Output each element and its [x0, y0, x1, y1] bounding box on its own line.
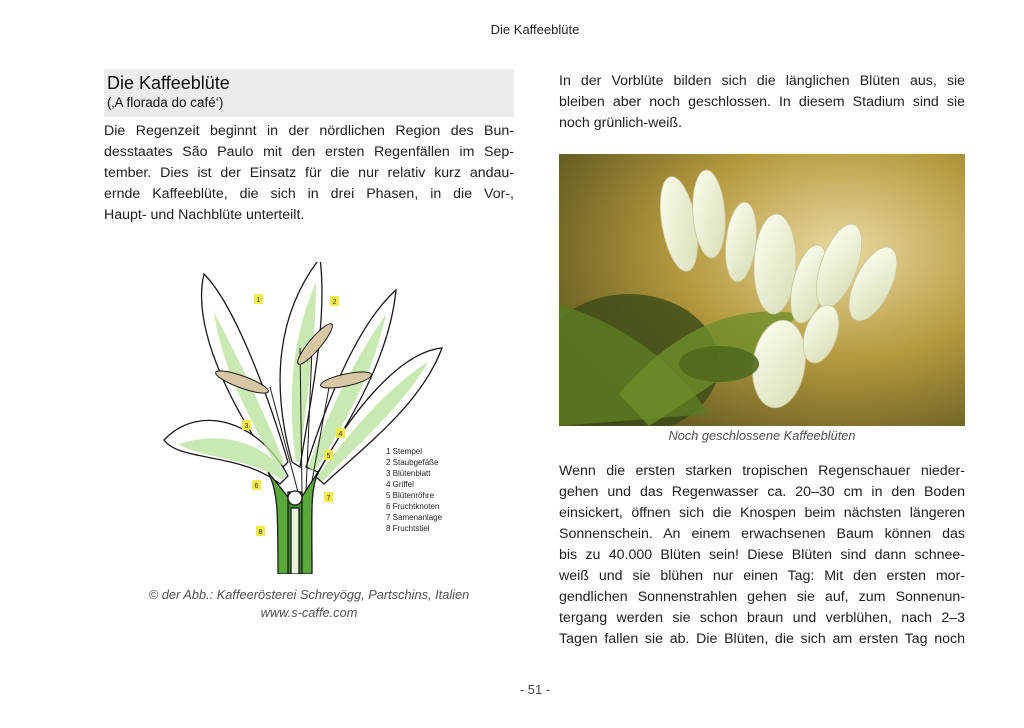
text-line: Die Regenzeit beginnt in der nördlichen Region des Bun- — [104, 123, 514, 139]
flower-anatomy-diagram — [160, 262, 460, 574]
text-line: weiß und sie blühen nur einen Tag: Mit den ersten mor- — [559, 568, 965, 584]
diagram-legend — [386, 447, 443, 533]
svg-text:3: 3 — [244, 423, 249, 430]
text-line: Tagen fallen sie ab. Die Blüten, die sich am ersten Tag noch — [559, 631, 965, 647]
text-line: Haupt- und Nachblüte unterteilt. — [104, 207, 305, 223]
coffee-blossom-photo — [559, 154, 965, 426]
legend-item: 1 Stempel — [386, 447, 423, 456]
legend-item: 2 Staubgefäße — [386, 458, 439, 467]
legend-item: 7 Samenanlage — [386, 513, 443, 522]
legend-item: 8 Fruchtstiel — [386, 524, 430, 533]
text-line: tember. Dies ist der Einsatz für die nur relativ kurz andau- — [104, 165, 514, 181]
section-heading-box — [104, 69, 514, 117]
svg-text:5: 5 — [326, 453, 331, 460]
text-line: Wenn die ersten starken tropischen Regenschauer nieder- — [559, 463, 965, 479]
svg-text:6: 6 — [254, 483, 259, 490]
text-line: ernde Kaffeeblüte, die sich in drei Phasen, in die Vor-, — [104, 186, 514, 202]
left-column — [104, 69, 514, 226]
text-line: bis zu 40.000 Blüten sein! Diese Blüten sind dann schnee- — [559, 547, 965, 563]
vorbluete-paragraph — [559, 71, 965, 134]
intro-paragraph — [104, 121, 514, 226]
text-line: gehen und das Regenwasser ca. 20–30 cm in den Boden — [559, 484, 965, 500]
svg-text:7: 7 — [326, 495, 331, 502]
running-header: Die Kaffeeblüte — [490, 22, 580, 37]
text-line: Sonnenschein. An einem erwachsenen Baum können das — [559, 526, 965, 542]
text-line: desstaates São Paulo mit den ersten Regenfällen im Sep- — [104, 144, 514, 160]
svg-text:2: 2 — [332, 299, 337, 306]
text-line: noch grünlich-weiß. — [559, 115, 683, 131]
flower-tube — [268, 472, 318, 574]
text-line: gendlichen Sonnenstrahlen gehen sie auf, zum Sonnenun- — [559, 589, 965, 605]
text-line: bleiben aber noch geschlossen. In diesem Stadium sind sie — [559, 94, 965, 110]
photo-caption: Noch geschlossene Kaffeeblüten — [668, 428, 856, 443]
svg-text:4: 4 — [338, 431, 343, 438]
legend-item: 4 Griffel — [386, 480, 414, 489]
hauptbluete-paragraph-wrap — [559, 461, 965, 650]
svg-text:1: 1 — [256, 297, 261, 304]
section-title: Die Kaffeeblüte — [107, 73, 230, 93]
right-column — [559, 71, 965, 134]
svg-text:8: 8 — [258, 529, 263, 536]
text-line: tergang werden sie schon braun und verblühen, nach 2–3 — [559, 610, 965, 626]
legend-item: 5 Blütenröhre — [386, 491, 435, 500]
section-subtitle: (‚A florada do café‘) — [107, 95, 224, 110]
legend-item: 6 Fruchtknoten — [386, 502, 440, 511]
text-line: In der Vorblüte bilden sich die länglichen Blüten aus, sie — [559, 73, 965, 89]
hauptbluete-paragraph — [559, 461, 965, 650]
diagram-credit-url: www.s-caffe.com — [260, 605, 358, 620]
diagram-credit: © der Abb.: Kaffeerösterei Schreyögg, Partschins, Italien — [148, 587, 470, 602]
page-number: - 51 - — [519, 682, 551, 697]
text-line: einsickert, öffnen sich die Knospen beim nächsten längeren — [559, 505, 965, 521]
diagram-caption — [104, 586, 514, 622]
legend-item: 3 Blütenblatt — [386, 469, 431, 478]
